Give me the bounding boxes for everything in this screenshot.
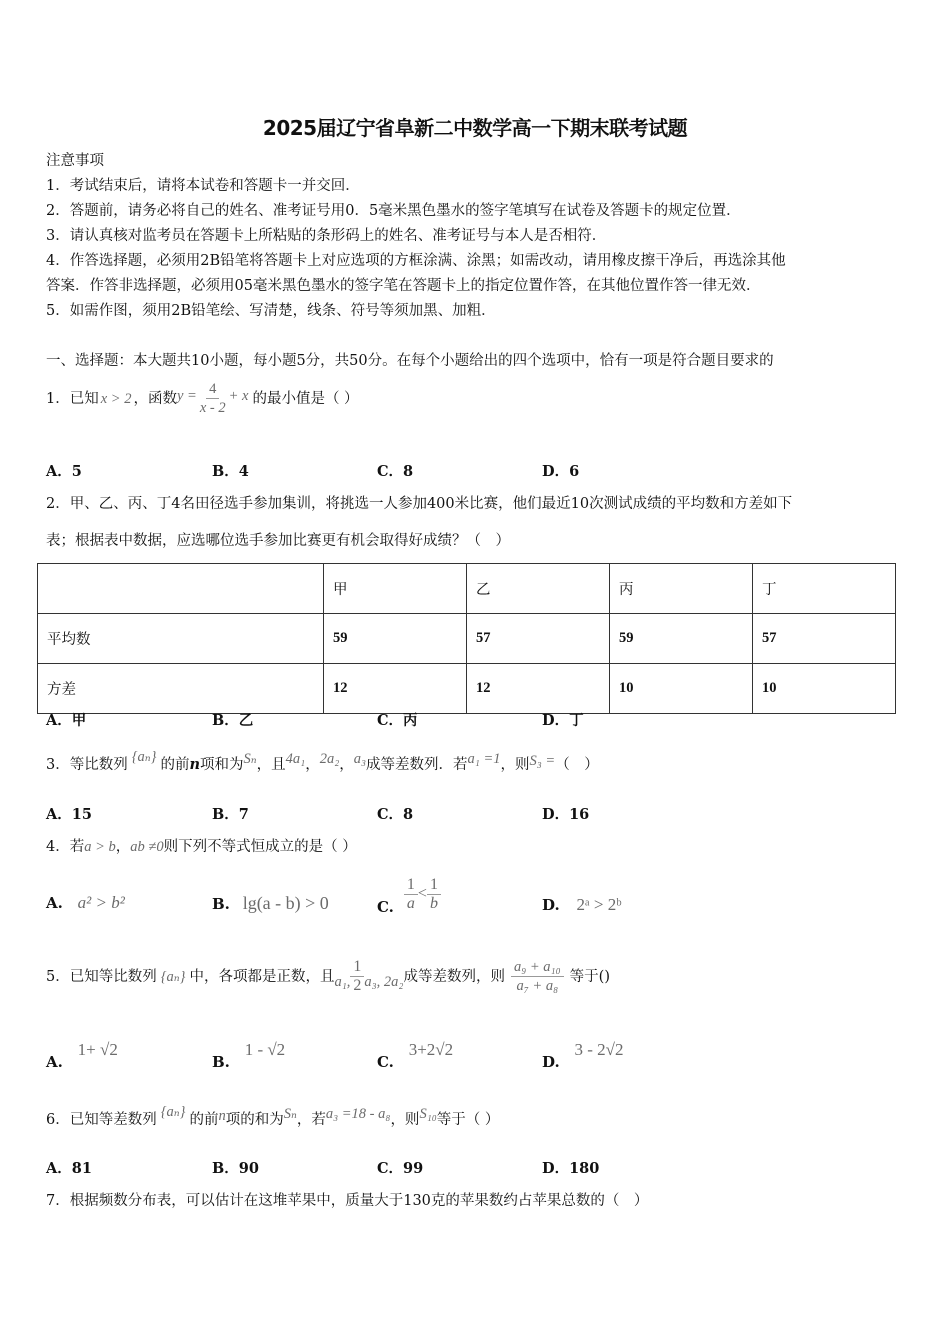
q5-option-c[interactable] — [377, 1040, 454, 1071]
q3-text: 项和为 — [200, 757, 244, 773]
q4-option-label: D. — [542, 896, 560, 914]
q3-option-c[interactable]: C．8 — [377, 806, 414, 823]
fraction-denominator: a — [406, 894, 415, 912]
q1-option-d[interactable]: D．6 — [542, 463, 580, 480]
q4-option-expr: a² > b² — [77, 893, 125, 912]
q2-option-c[interactable]: C．丙 — [377, 712, 418, 729]
q1-fraction-denominator: x - 2 — [199, 400, 226, 416]
q3-text: ，且 — [256, 757, 286, 773]
q1-func-lhs: y = — [176, 388, 197, 404]
notice-heading: 注意事项 — [46, 153, 104, 169]
q3-n: n — [189, 756, 201, 773]
q5-prefix: 5．已知等比数列 — [46, 968, 157, 985]
q6-sequence: {aₙ} — [160, 1104, 186, 1120]
q3-option-a[interactable]: A．15 — [46, 806, 92, 823]
table-cell: 10 — [610, 664, 753, 714]
q6-text: ，则 — [390, 1112, 420, 1128]
q3-text: 成等差数列．若 — [366, 757, 468, 773]
q2-option-a[interactable]: A．甲 — [46, 712, 87, 729]
q2-option-d[interactable]: D．丁 — [542, 712, 584, 729]
question-7: 7．根据频数分布表，可以估计在这堆苹果中，质量大于130克的苹果数约占苹果总数的（ ） — [46, 1193, 649, 1209]
table-header-cell: 丁 — [753, 564, 896, 614]
q3-text: 的前 — [160, 757, 190, 773]
q5-half — [350, 958, 364, 995]
q1-fraction — [197, 380, 229, 417]
q5-option-b[interactable] — [212, 1040, 286, 1071]
q5-text: 成等差数列，则 — [403, 968, 505, 985]
q5-term-a1: a₁, — [334, 974, 351, 990]
fraction-numerator: 1 — [404, 876, 418, 895]
q5-ratio — [511, 958, 564, 995]
q1-option-b[interactable]: B．4 — [212, 463, 249, 480]
question-5 — [46, 958, 610, 995]
q3-prefix: 3．等比数列 — [46, 757, 128, 773]
q3-separator: ， — [339, 757, 354, 773]
table-row-label: 平均数 — [38, 614, 324, 664]
q5-option-expr: 3+2√2 — [408, 1040, 454, 1059]
q5-option-label: B. — [212, 1053, 230, 1071]
table-header-cell — [38, 564, 324, 614]
q3-text: ，则 — [500, 757, 530, 773]
q5-option-expr: 1 - √2 — [244, 1040, 286, 1059]
table-cell: 57 — [467, 614, 610, 664]
q1-condition: x > 2 — [100, 390, 132, 407]
q4-fraction-2 — [427, 876, 441, 913]
q6-condition: a₃ =18 - a₈ — [325, 1106, 391, 1122]
q5-option-label: C. — [377, 1053, 394, 1071]
q3-sequence: {aₙ} — [131, 749, 157, 765]
q3-term-3: a₃ — [353, 751, 367, 767]
page-title: 2025届辽宁省阜新二中数学高一下期末联考试题 — [262, 116, 688, 140]
q4-fraction-1 — [404, 876, 418, 913]
q4-option-c[interactable] — [377, 872, 441, 916]
q1-option-a[interactable]: A．5 — [46, 463, 82, 480]
table-header-row — [38, 564, 896, 614]
section-heading: 一、选择题：本大题共10小题，每小题5分，共50分。在每个小题给出的四个选项中，恰有一项是符合题目要求的 — [46, 353, 774, 369]
table-cell: 12 — [324, 664, 467, 714]
q6-prefix: 6．已知等差数列 — [46, 1112, 157, 1128]
q4-condition-2: ab ≠0 — [130, 839, 164, 855]
table-row — [38, 614, 896, 664]
q4-suffix: 则下列不等式恒成立的是（ ） — [163, 839, 357, 855]
notice-item: 4．作答选择题，必须用2B铅笔将答题卡上对应选项的方框涂满、涂黑；如需改动，请用橡皮擦干净后，再选涂其他 — [46, 253, 786, 269]
q3-term-1: 4a₁ — [285, 751, 306, 767]
notice-item: 5．如需作图，须用2B铅笔绘、写清楚，线条、符号等须加黑、加粗． — [46, 303, 496, 319]
q6-option-d[interactable]: D．180 — [542, 1160, 600, 1177]
q6-option-c[interactable]: C．99 — [377, 1160, 424, 1177]
q3-option-d[interactable]: D．16 — [542, 806, 590, 823]
q5-option-expr: 3 - 2√2 — [574, 1040, 624, 1059]
q6-text: 等于（ ） — [436, 1112, 500, 1128]
q6-sn: Sₙ — [283, 1106, 297, 1122]
table-row-label: 方差 — [38, 664, 324, 714]
q6-text: 项的和为 — [225, 1112, 284, 1128]
q5-option-a[interactable] — [46, 1040, 118, 1071]
table-cell: 57 — [753, 614, 896, 664]
table-cell: 10 — [753, 664, 896, 714]
q6-n: n — [218, 1108, 226, 1124]
notice-item: 1．考试结束后，请将本试卷和答题卡一并交回． — [46, 178, 360, 194]
fraction-denominator: b — [429, 894, 438, 912]
q3-sn: Sₙ — [243, 751, 257, 767]
q6-option-b[interactable]: B．90 — [212, 1160, 259, 1177]
table-cell: 59 — [610, 614, 753, 664]
fraction-numerator: 1 — [427, 876, 441, 895]
q3-ask: S₃ = — [529, 753, 556, 769]
q5-terms: a₃, 2a₂ — [364, 974, 404, 990]
q4-less-than: < — [417, 885, 427, 902]
q3-term-2: 2a₂ — [319, 751, 340, 767]
notice-item: 2．答题前，请务必将自己的姓名、准考证号用0．5毫米黑色墨水的签字笔填写在试卷及答题卡的规定位置． — [46, 203, 741, 219]
q5-option-d[interactable] — [542, 1040, 624, 1071]
table-row — [38, 664, 896, 714]
q4-option-expr: 2ᵃ > 2ᵇ — [576, 895, 622, 914]
q4-option-label: B. — [212, 895, 230, 913]
question-3 — [46, 749, 599, 775]
q3-separator: ， — [305, 757, 320, 773]
q2-text-line2: 表；根据表中数据，应选哪位选手参加比赛更有机会取得好成绩？（ ） — [46, 533, 510, 549]
q4-option-b[interactable] — [212, 893, 329, 914]
q5-text: 中，各项都是正数，且 — [189, 968, 335, 985]
q1-fraction-numerator: 4 — [206, 380, 219, 399]
q4-option-label: A. — [46, 894, 63, 912]
q6-text: 的前 — [189, 1112, 219, 1128]
table-header-cell: 丙 — [610, 564, 753, 614]
q6-text: ，若 — [296, 1112, 326, 1128]
scores-table — [37, 563, 896, 714]
q1-option-c[interactable]: C．8 — [377, 463, 414, 480]
q4-separator: ， — [115, 839, 131, 855]
q3-condition: a₁ =1 — [467, 751, 501, 767]
q5-sequence: {aₙ} — [160, 968, 186, 985]
q3-text: （ ） — [555, 757, 599, 773]
fraction-numerator: a₉ + a₁₀ — [511, 958, 564, 977]
q4-option-a[interactable] — [46, 893, 125, 913]
q4-prefix: 4．若 — [46, 839, 85, 855]
q1-mid: ，函数 — [133, 390, 177, 407]
question-6 — [46, 1104, 500, 1130]
table-header-cell: 甲 — [324, 564, 467, 614]
q5-option-expr: 1+ √2 — [77, 1040, 118, 1059]
q1-prefix: 1．已知 — [46, 390, 99, 407]
notice-item: 答案．作答非选择题，必须用05毫米黑色墨水的签字笔在答题卡上的指定位置作答，在其他位置作答一律无效． — [46, 278, 761, 294]
question-4 — [46, 837, 357, 857]
q4-option-expr: lg(a - b) > 0 — [242, 893, 329, 913]
table-cell: 59 — [324, 614, 467, 664]
q2-option-b[interactable]: B．乙 — [212, 712, 254, 729]
q4-option-label: C. — [377, 898, 394, 916]
q4-option-d[interactable] — [542, 895, 621, 915]
fraction-denominator: 2 — [353, 977, 362, 994]
q6-ask: S₁₀ — [419, 1106, 437, 1122]
fraction-denominator: a₇ + a₈ — [516, 978, 559, 994]
q2-text-line1: 2．甲、乙、丙、丁4名田径选手参加集训，将挑选一人参加400米比赛，他们最近10次测试成绩的平均数和方差如下 — [46, 496, 793, 512]
q5-suffix: 等于() — [569, 968, 610, 985]
notice-item: 3．请认真核对监考员在答题卡上所粘贴的条形码上的姓名、准考证号与本人是否相符． — [46, 228, 607, 244]
q4-condition-1: a > b — [84, 839, 116, 855]
fraction-numerator: 1 — [350, 958, 364, 977]
q5-option-label: D. — [542, 1053, 560, 1071]
q1-func-rhs: + x — [228, 388, 249, 404]
q5-option-label: A. — [46, 1053, 63, 1071]
table-cell: 12 — [467, 664, 610, 714]
table-header-cell: 乙 — [467, 564, 610, 614]
q1-suffix: 的最小值是（ ） — [252, 390, 359, 407]
q3-option-b[interactable]: B．7 — [212, 806, 249, 823]
question-1 — [46, 380, 359, 417]
q6-option-a[interactable]: A．81 — [46, 1160, 92, 1177]
